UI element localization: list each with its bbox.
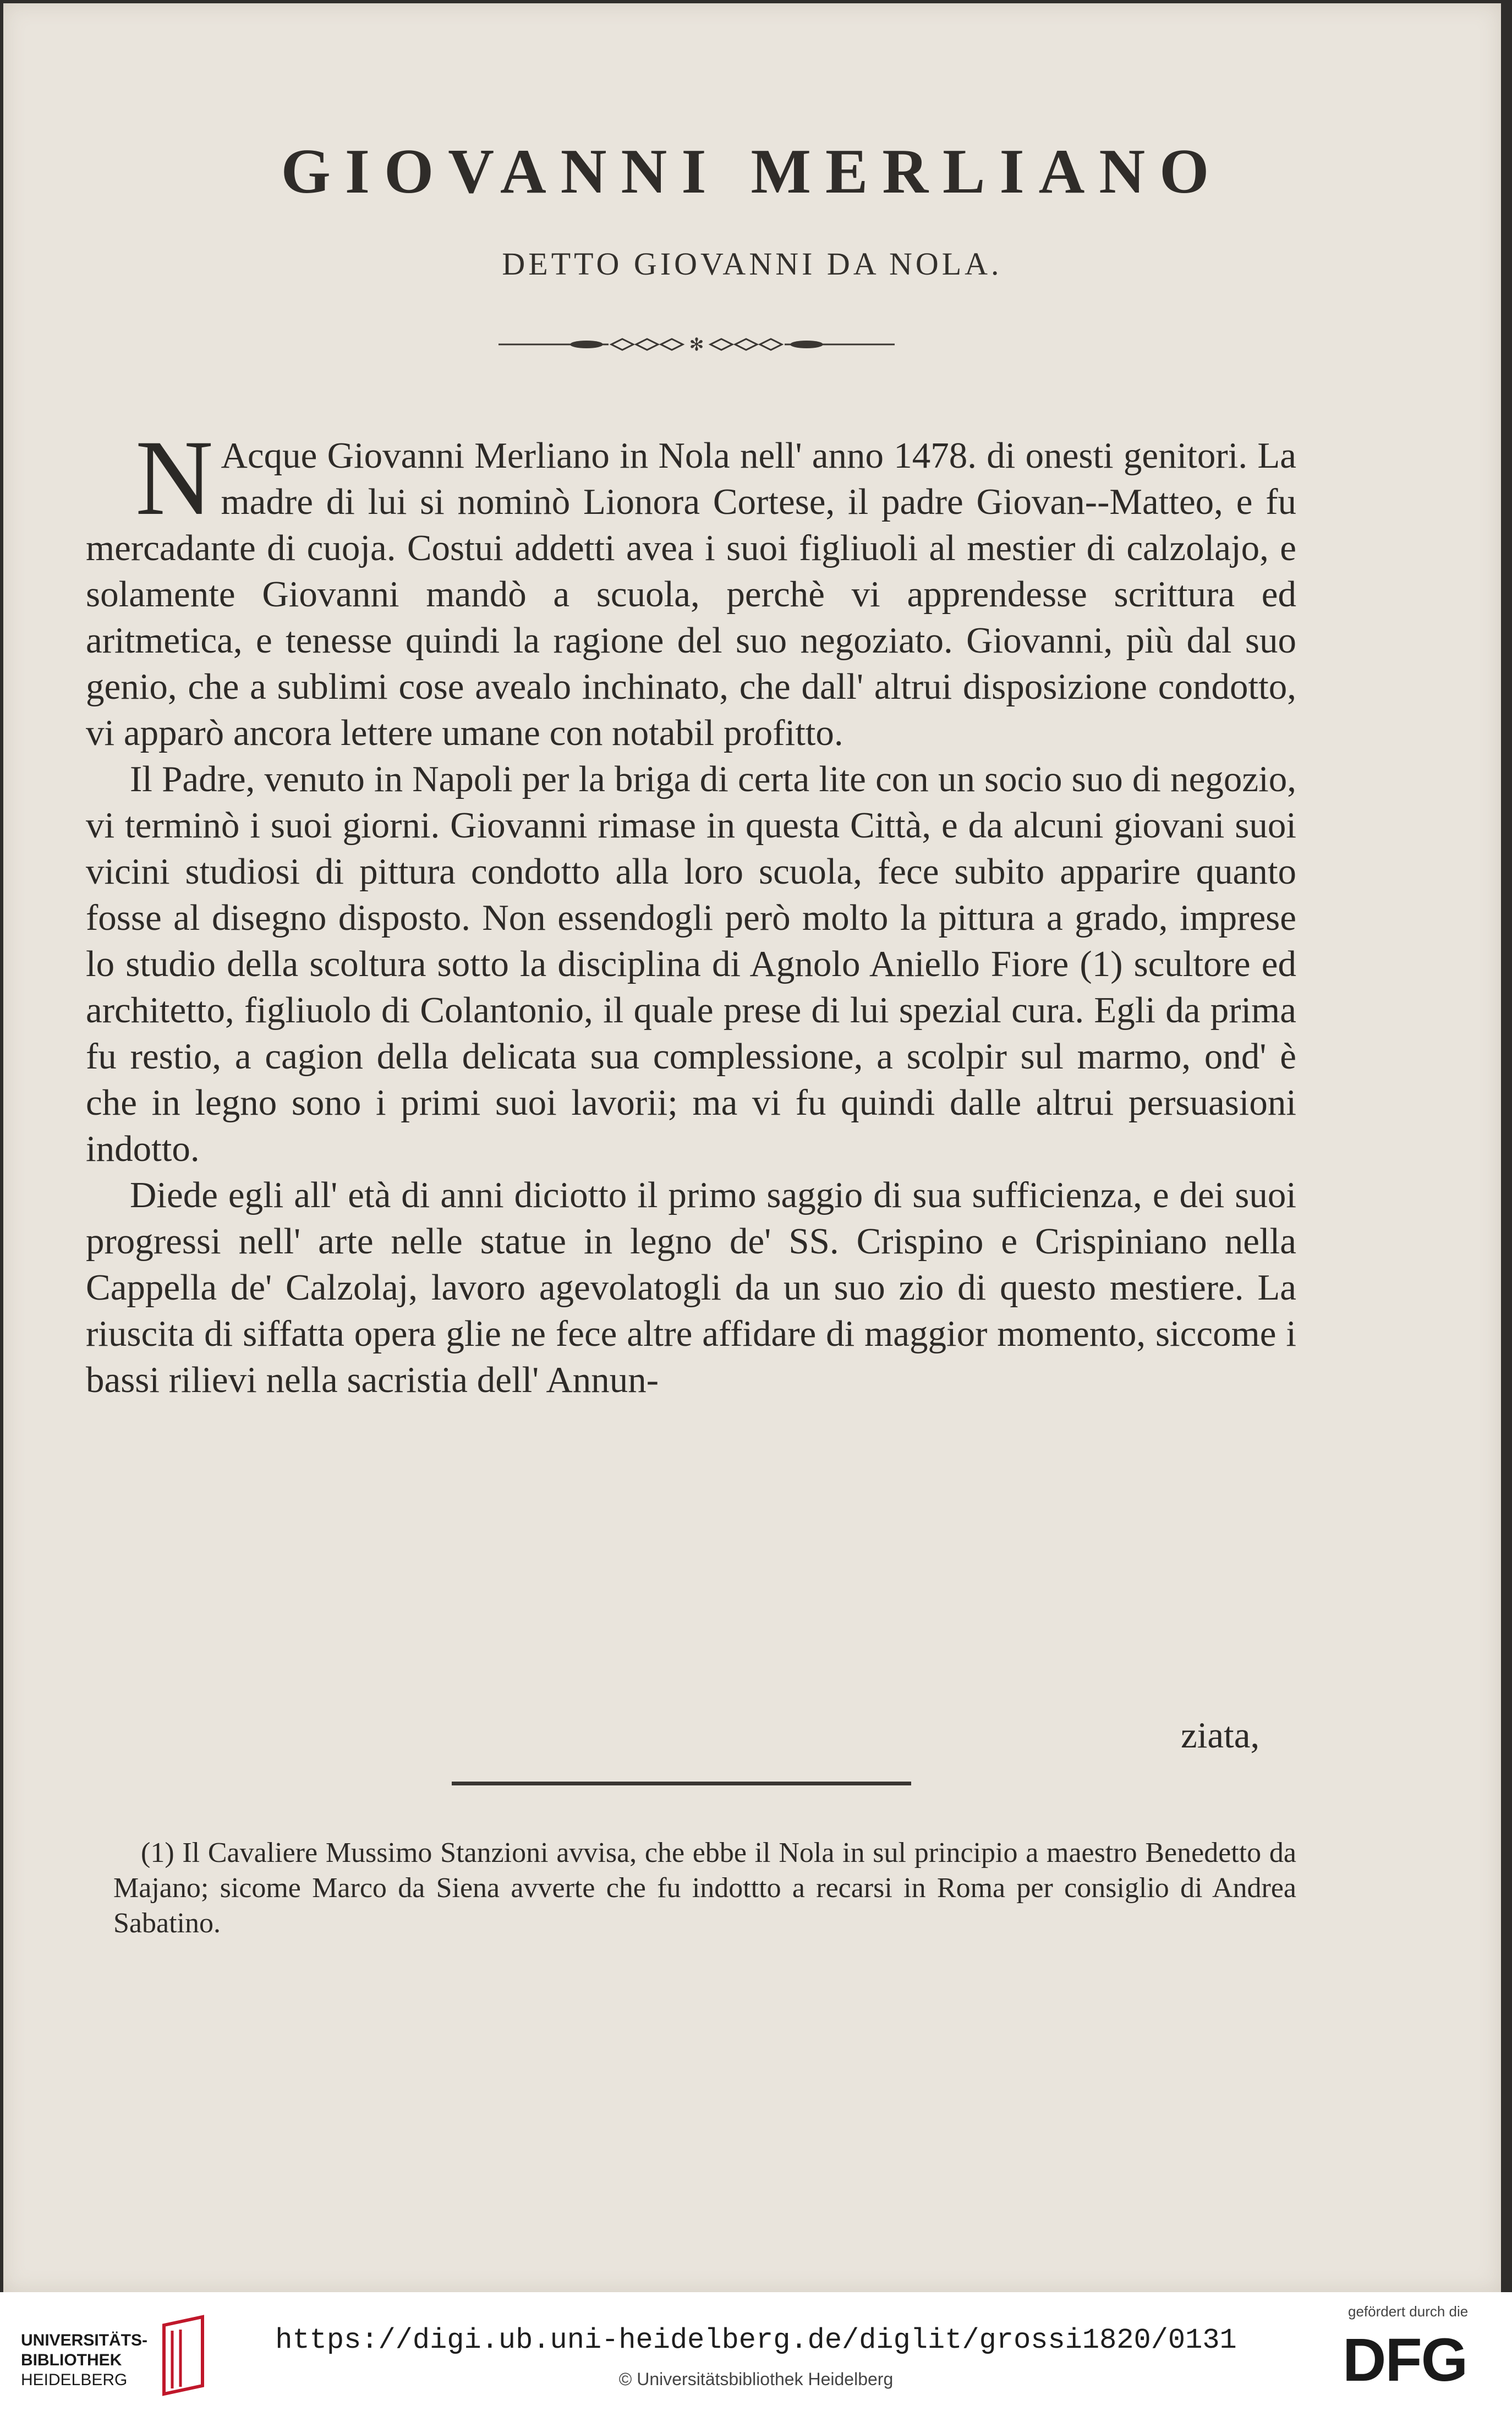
- copyright-notice: © Universitätsbibliothek Heidelberg: [618, 2369, 894, 2389]
- library-name[interactable]: UNIVERSITÄTS- BIBLIOTHEK HEIDELBERG: [21, 2331, 148, 2389]
- catchword: ziata,: [1181, 1715, 1260, 1756]
- footnote-rule: [452, 1782, 911, 1785]
- dfg-logo[interactable]: DFG: [1343, 2326, 1467, 2394]
- svg-text:✻: ✻: [689, 334, 704, 355]
- viewer-footer: [0, 2292, 1512, 2411]
- ornament-divider: [498, 333, 895, 355]
- footnote-text: (1) Il Cavaliere Mussimo Stanzioni avvisa, che ebbe il Nola in sul principio a maestro Benedetto da Majano; sicome Marco da Siena avverte che fu indottto a recarsi in Roma per consiglio di Andrea Sabatino.: [113, 1837, 1296, 1939]
- permalink-url[interactable]: https://digi.ub.uni-heidelberg.de/diglit/grossi1820/0131: [275, 2324, 1237, 2357]
- book-page: [3, 3, 1501, 2292]
- footnote: [113, 1835, 1296, 1941]
- paragraph-2: Il Padre, venuto in Napoli per la briga di certa lite con un socio suo di negozio, vi terminò i suoi giorni. Giovanni rimase in questa Città, e da alcuni giovani suoi vicini studiosi di pittura condotto alla loro scuola, fece subito apparire quanto fosse al disegno disposto. Non essendogli però molto la pittura a grado, imprese lo studio della scoltura sotto la disciplina di Agnolo Aniello Fiore (1) scultore ed architetto, figliuolo di Colantonio, il quale prese di lui spezial cura. Egli da prima fu restio, a cagion della delicata sua complessione, a scolpir sul marmo, ond' è che in legno sono i primi suoi lavorii; ma vi fu quindi dalle altrui persuasioni indotto.: [86, 759, 1296, 1169]
- paragraph-3: Diede egli all' età di anni diciotto il primo saggio di sua sufficienza, e dei suoi progressi nell' arte nelle statue in legno de' SS. Crispino e Crispiniano nella Cappella de' Calzolaj, lavoro agevolatogli da un suo zio di questo mestiere. La riuscita di siffatta opera glie ne fece altre affidare di maggior momento, siccome i bassi rilievi nella sacristia dell' Annun-: [86, 1175, 1296, 1400]
- body-text: [86, 418, 1296, 1403]
- page-title: GIOVANNI MERLIANO: [281, 136, 1224, 207]
- page-subtitle: DETTO GIOVANNI DA NOLA.: [502, 246, 1002, 282]
- funded-by-label: gefördert durch die: [1348, 2303, 1469, 2320]
- paragraph-1: Acque Giovanni Merliano in Nola nell' anno 1478. di onesti genitori. La madre di lui si nominò Lionora Cortese, il padre Giovan--Matteo, e fu mercadante di cuoja. Costui addetti avea i suoi figliuoli al mestier di calzolajo, e solamente Giovanni mandò a scuola, perchè vi apprendesse scrittura ed aritmetica, e tenesse quindi la ragione del suo negoziato. Giovanni, più dal suo genio, che a sublimi cose avealo inchinato, che dall' altrui disposizione condotto, vi apparò ancora lettere umane con notabil profitto.: [86, 435, 1296, 753]
- drop-cap: N: [135, 418, 213, 538]
